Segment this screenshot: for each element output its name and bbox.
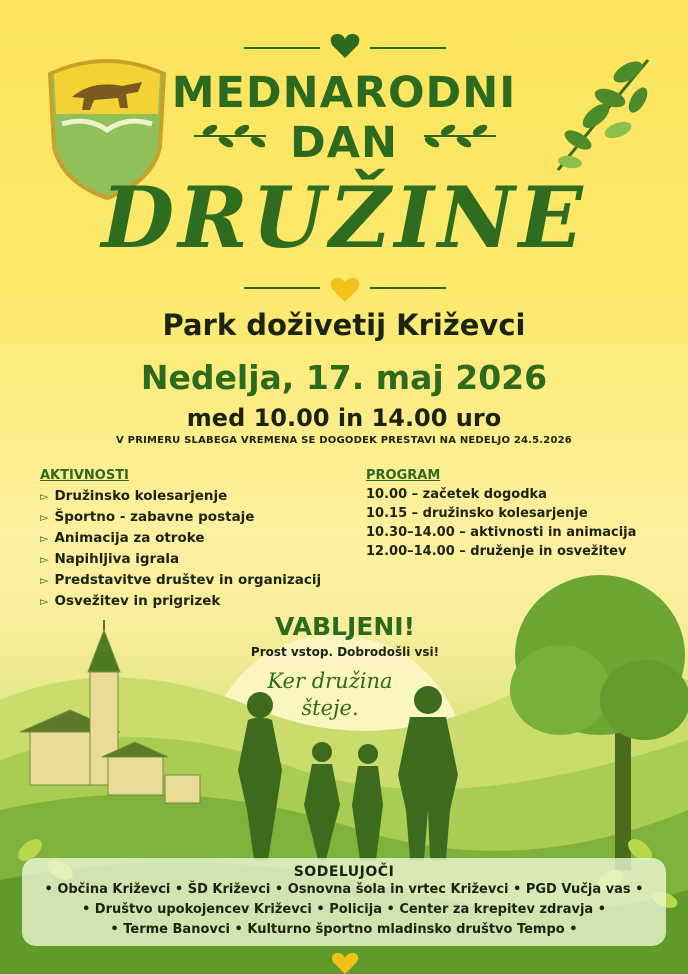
program-item: 10.00 – začetek dogodka (366, 487, 547, 502)
slogan-line-1: Ker družina (267, 669, 393, 693)
program-item: 10.15 – družinsko kolesarjenje (366, 506, 588, 521)
title-line-2: DAN (290, 118, 398, 168)
list-item: ▻ Napihljiva igrala (40, 551, 180, 567)
arrow-icon: ▻ (40, 574, 49, 587)
partners-title: SODELUJOČI (293, 864, 395, 880)
title-line-1: MEDNARODNI (171, 68, 517, 118)
arrow-icon: ▻ (40, 553, 49, 566)
slogan (260, 668, 400, 722)
activities-title: AKTIVNOSTI (40, 468, 129, 483)
slogan-line-2: šteje. (301, 696, 359, 720)
partners-line-1: • Občina Križevci • ŠD Križevci • Osnovna šola in vrtec Križevci • PGD Vučja vas • (44, 882, 644, 897)
arrow-icon: ▻ (40, 511, 49, 524)
venue-text: Park doživetij Križevci (162, 308, 526, 342)
arrow-icon: ▻ (40, 595, 49, 608)
event-date: Nedelja, 17. maj 2026 (140, 358, 548, 397)
program-item: 10.30–14.00 – aktivnosti in animacija (366, 525, 637, 540)
partners-box (22, 858, 666, 946)
welcome-heading: VABLJENI! (275, 612, 415, 641)
bottom-heart-icon (330, 952, 360, 974)
activities-section (40, 468, 360, 614)
title-main: DRUŽINE (101, 168, 587, 267)
list-item: ▻ Družinsko kolesarjenje (40, 488, 228, 504)
list-item: ▻ Predstavitve društev in organizacij (40, 572, 322, 588)
weather-note: V PRIMERU SLABEGA VREMENA SE DOGODEK PRESTAVI NA NEDELJO 24.5.2026 (116, 435, 572, 446)
arrow-icon: ▻ (40, 490, 49, 503)
event-time: med 10.00 in 14.00 uro (186, 404, 502, 432)
list-item: ▻ Športno - zabavne postaje (40, 509, 255, 525)
program-item: 12.00–14.00 – druženje in osvežitev (366, 544, 627, 559)
partners-line-2: • Društvo upokojencev Križevci • Policija • Center za krepitev zdravja • (81, 902, 607, 917)
arrow-icon: ▻ (40, 532, 49, 545)
top-heart-icon (240, 30, 450, 60)
list-item: ▻ Animacija za otroke (40, 530, 205, 546)
welcome-subtext: Prost vstop. Dobrodošli vsi! (250, 645, 440, 659)
program-title: PROGRAM (366, 468, 441, 483)
list-item: ▻ Osvežitev in prigrizek (40, 593, 221, 609)
program-section (366, 468, 666, 563)
partners-line-3: • Terme Banovci • Kulturno športno mladinsko društvo Tempo • (110, 922, 578, 937)
middle-heart-icon (240, 274, 450, 304)
